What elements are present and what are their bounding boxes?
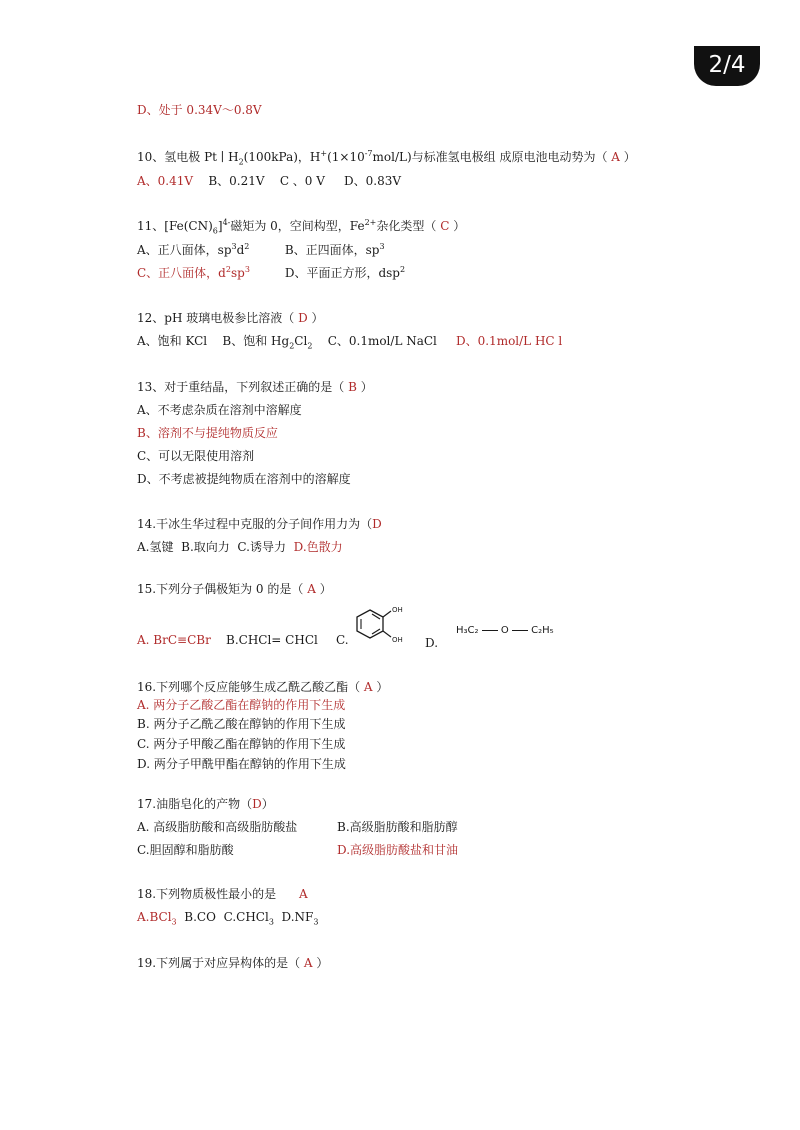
q16-answer: A bbox=[363, 680, 373, 694]
page-indicator: 2/4 bbox=[694, 46, 760, 86]
q15-option-c: C. bbox=[336, 633, 349, 647]
q17-stem: 17.油脂皂化的产物（D） bbox=[137, 797, 274, 811]
q15-answer: A bbox=[307, 582, 316, 596]
q12-answer: D bbox=[298, 311, 308, 325]
q17-option-a: A. 高级脂肪酸和高级脂肪酸盐 bbox=[137, 820, 298, 834]
q16-option-a: A. 两分子乙酸乙酯在醇钠的作用下生成 bbox=[137, 698, 346, 712]
q12-stem: 12、pH 玻璃电极参比溶液（ D ） bbox=[137, 311, 324, 325]
q14-option-c: C.诱导力 bbox=[237, 540, 286, 554]
q11-option-d: D、平面正方形，dsp$^2$ bbox=[284, 265, 406, 280]
q12-option-c: C、0.1mol/L NaCl bbox=[327, 334, 437, 348]
q9-option-d: D、处于 0.34V～0.8V bbox=[137, 103, 262, 117]
q18-option-c: C.CHCl$_3$ bbox=[223, 910, 274, 927]
q10-stem: 10、氢电极 Pt ∣ $H_2(100kPa)$，$H^+(1\times 10^{-7}mol/L)$与标准氢电极组 成原电池电动势为（ A ） bbox=[137, 149, 636, 167]
q11-options-ab bbox=[137, 243, 385, 257]
q10-option-d: D、0.83V bbox=[344, 174, 402, 188]
q11-option-b: B、正四面体，$sp^3$ bbox=[284, 242, 385, 257]
q13-answer: B bbox=[348, 380, 357, 394]
q16-option-c: C. 两分子甲酸乙酯在醇钠的作用下生成 bbox=[137, 737, 346, 751]
q19-stem: 19.下列属于对应异构体的是（ A ） bbox=[137, 956, 329, 970]
q13-option-c: C、可以无限使用溶剂 bbox=[137, 449, 255, 463]
q10-option-b: B、0.21V bbox=[208, 174, 265, 188]
ether-left-group: H₃C₂ bbox=[456, 625, 479, 636]
ether-bond-left bbox=[482, 630, 498, 631]
q17-option-b: B.高级脂肪酸和脂肪醇 bbox=[337, 820, 458, 834]
q18-option-d: $D.NF_3$ bbox=[281, 910, 319, 927]
q15-option-a: A. BrC≡CBr bbox=[137, 633, 211, 647]
q14-option-d: D.色散力 bbox=[293, 540, 343, 554]
hydroxyl-label-bottom: OH bbox=[392, 636, 403, 644]
q11-stem: 11、$[Fe(CN)_6]^{4-}$磁矩为 0，空间构型，$Fe^{2+}$杂化类型（ C ） bbox=[137, 218, 466, 236]
q13-stem: 13、对于重结晶，下列叙述正确的是（ B ） bbox=[137, 380, 373, 394]
q14-stem: 14.干冰生华过程中克服的分子间作用力为（D bbox=[137, 517, 382, 531]
q14-answer: D bbox=[372, 517, 382, 531]
hydroxyl-label-top: OH bbox=[392, 606, 403, 614]
q15-option-b: B.CHCl= CHCl bbox=[226, 633, 318, 647]
q13-option-a: A、不考虑杂质在溶剂中溶解度 bbox=[137, 403, 302, 417]
q18-options bbox=[137, 910, 319, 927]
q14-options bbox=[137, 540, 343, 554]
ether-oxygen: O bbox=[500, 625, 509, 636]
q10-option-c: C 、0 V bbox=[279, 174, 325, 188]
q12-option-a: A、饱和 KCl bbox=[137, 334, 208, 348]
q17-option-d: D.高级脂肪酸盐和甘油 bbox=[337, 843, 459, 857]
q18-option-a: A.BCl$_3$ bbox=[137, 910, 177, 927]
q14-option-b: B.取向力 bbox=[181, 540, 230, 554]
q15-stem: 15.下列分子偶极矩为 0 的是（ A ） bbox=[137, 582, 332, 596]
q19-answer: A bbox=[303, 956, 313, 970]
q18-option-b: B.CO bbox=[184, 910, 216, 924]
q11-option-c: C、正八面体，$d^2sp^3$ bbox=[137, 265, 250, 280]
q12-option-b: B、饱和 $Hg_2Cl_2$ bbox=[222, 334, 313, 351]
q14-option-a: A.氢键 bbox=[137, 540, 174, 554]
q11-answer: C bbox=[440, 219, 450, 233]
q17-answer: D bbox=[252, 797, 262, 811]
q17-option-c: C.胆固醇和脂肪酸 bbox=[137, 843, 234, 857]
q13-option-d: D、不考虑被提纯物质在溶剂中的溶解度 bbox=[137, 472, 351, 486]
q10-options bbox=[137, 174, 401, 188]
q10-answer: A bbox=[611, 150, 620, 164]
diethyl-ether-structure bbox=[456, 625, 554, 637]
q12-option-d: D、0.1mol/L HC l bbox=[455, 334, 563, 348]
q16-option-b: B. 两分子乙酰乙酸在醇钠的作用下生成 bbox=[137, 717, 346, 731]
q10-option-a: A、0.41V bbox=[137, 174, 194, 188]
catechol-structure bbox=[348, 600, 408, 650]
q12-options bbox=[137, 334, 563, 351]
q18-stem: 18.下列物质极性最小的是 A bbox=[137, 887, 308, 901]
q16-option-d: D. 两分子甲酰甲酯在醇钠的作用下生成 bbox=[137, 757, 346, 771]
q16-stem: 16.下列哪个反应能够生成乙酰乙酸乙酯（ A ） bbox=[137, 680, 389, 694]
q18-answer: A bbox=[298, 887, 308, 901]
ether-right-group: C₂H₅ bbox=[531, 625, 554, 636]
ether-bond-right bbox=[512, 630, 528, 631]
q15-option-d: D. bbox=[425, 636, 439, 650]
q11-option-a: A、正八面体，$sp^3d^2$ bbox=[137, 242, 250, 257]
q11-options-cd bbox=[137, 266, 405, 280]
q13-option-b: B、溶剂不与提纯物质反应 bbox=[137, 426, 278, 440]
